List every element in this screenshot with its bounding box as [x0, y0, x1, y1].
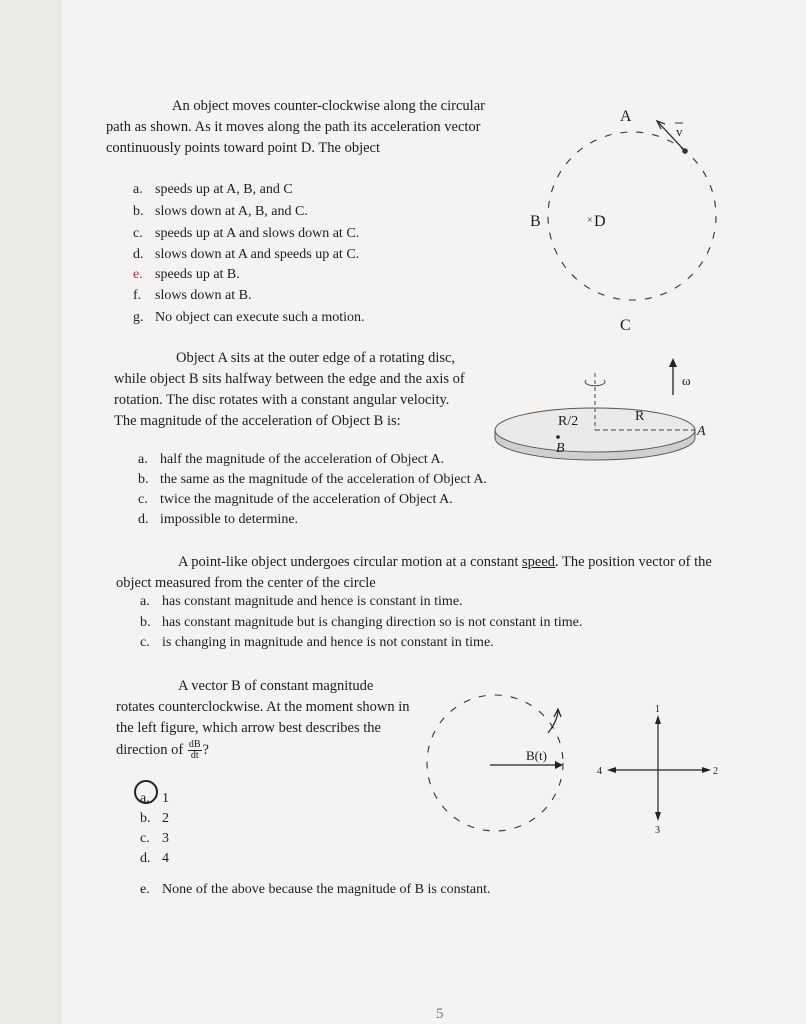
q4-stem-line-1: A vector B of constant magnitude: [178, 678, 374, 694]
q1-stem: An object moves counter-clockwise along the circular path as shown. As it moves along the path its acceleration vector continuously points toward point D. The object: [106, 98, 485, 156]
arrow-4-label: 4: [597, 766, 602, 777]
option-letter: a.: [133, 182, 143, 197]
option-text: slows down at B.: [155, 288, 252, 303]
arrow-3-label: 3: [655, 825, 660, 836]
option-letter: c.: [138, 492, 148, 507]
arrow-1-label: 1: [655, 704, 660, 715]
q2-omega-arrowhead: [669, 358, 677, 367]
option-text: speeds up at A and slows down at C.: [155, 226, 360, 241]
q4-stem-line-2: rotates counterclockwise. At the moment shown in: [116, 699, 410, 715]
q3-option-a[interactable]: [140, 592, 463, 612]
q3-option-b[interactable]: [140, 613, 582, 633]
option-text: No object can execute such a motion.: [155, 310, 365, 325]
option-letter: d.: [140, 851, 151, 866]
q1-label-c: C: [620, 317, 631, 334]
q4-option-a[interactable]: [140, 789, 169, 809]
q2-option-c[interactable]: [138, 490, 453, 510]
option-letter: f.: [133, 288, 142, 303]
q1-option-a[interactable]: [133, 180, 293, 200]
option-letter: d.: [133, 247, 144, 262]
arrow-2-label: 2: [713, 766, 718, 777]
option-text: is changing in magnitude and hence is not constant in time.: [162, 635, 494, 650]
option-letter: c.: [133, 226, 143, 241]
q4-vector-b-arrowhead: [555, 761, 563, 769]
option-letter: d.: [138, 512, 149, 527]
option-text: 4: [162, 851, 169, 866]
q4-option-c[interactable]: [140, 829, 169, 849]
q4-derivative-fraction: $\frac{dB}{dt}$: [188, 739, 201, 762]
option-letter: c.: [140, 635, 150, 650]
q2-label-b: B: [556, 441, 565, 456]
option-letter: b.: [140, 811, 151, 826]
q4-option-d[interactable]: [140, 849, 169, 869]
arrow-2-head: [702, 767, 711, 773]
q2-object-b-dot: [556, 435, 560, 439]
q3-stem-part1: A point-like object undergoes circular motion at a constant: [178, 554, 519, 570]
q1-option-d[interactable]: [133, 245, 359, 265]
q1-circle-figure: [520, 96, 730, 336]
option-text: the same as the magnitude of the acceleration of Object A.: [160, 472, 487, 487]
q4-circular-path: [427, 695, 563, 831]
q4-vector-circle-figure: [420, 685, 590, 845]
q1-option-b[interactable]: [133, 202, 308, 222]
q2-option-d[interactable]: [138, 510, 298, 530]
arrow-4-head: [607, 767, 616, 773]
option-text: has constant magnitude and hence is constant in time.: [162, 594, 463, 609]
q2-label-r: R: [635, 409, 645, 424]
q1-label-b: B: [530, 213, 541, 230]
page-number: 5: [436, 1006, 444, 1022]
arrow-3-head: [655, 812, 661, 821]
option-letter: a.: [138, 452, 148, 467]
option-text: slows down at A and speeds up at C.: [155, 247, 360, 262]
option-text: slows down at A, B, and C.: [155, 204, 308, 219]
option-letter: b.: [140, 615, 151, 630]
option-text: impossible to determine.: [160, 512, 299, 527]
q1-label-v: v: [676, 124, 683, 139]
q4-stem-line-4: direction of $\frac{dB}{dt}$ ?: [116, 739, 209, 762]
q4-direction-arrows-figure: [596, 700, 726, 840]
option-text: 2: [162, 811, 169, 826]
q4-option-b[interactable]: [140, 809, 169, 829]
option-text: half the magnitude of the acceleration of Object A.: [160, 452, 445, 467]
q4-rotation-arrow-icon: [548, 710, 558, 733]
option-letter: a.: [140, 594, 150, 609]
arrow-1-head: [655, 715, 661, 724]
q2-disc-figure: [490, 355, 720, 475]
q4-stem-line-3: the left figure, which arrow best describes the: [116, 720, 381, 736]
q3-stem-underlined: speed: [522, 554, 556, 570]
option-letter: b.: [133, 204, 144, 219]
option-text: speeds up at A, B, and C: [155, 182, 293, 197]
q4-vector-b-label: B(t): [526, 748, 547, 763]
option-text: 3: [162, 831, 169, 846]
q1-option-g[interactable]: [133, 308, 365, 328]
q2-label-r-half: R/2: [558, 414, 579, 429]
option-text: twice the magnitude of the acceleration of Object A.: [160, 492, 453, 507]
q1-option-f[interactable]: [133, 286, 251, 306]
q3-option-c[interactable]: [140, 633, 494, 653]
option-letter: g.: [133, 310, 144, 325]
q2-label-omega: ω: [682, 373, 691, 388]
q1-label-a: A: [620, 108, 632, 125]
q3-stem: [116, 552, 716, 594]
option-text: None of the above because the magnitude of B is constant.: [162, 882, 491, 897]
option-letter: b.: [138, 472, 149, 487]
option-letter: e.: [133, 267, 143, 282]
q1-option-e[interactable]: [133, 265, 240, 285]
option-text: has constant magnitude but is changing direction so is not constant in time.: [162, 615, 583, 630]
q2-stem: Object A sits at the outer edge of a rotating disc, while object B sits halfway between the edge and the axis of rotation. The disc rotates with a constant angular velocity. The magnitude of the acceleration of Object B is:: [114, 350, 465, 429]
q1-option-c[interactable]: [133, 224, 359, 244]
q1-circular-path: [548, 132, 716, 300]
option-text: speeds up at B.: [155, 267, 240, 282]
q3-stem-part2: . The position vector of the object measured from the center of the circle: [116, 554, 712, 591]
q4-option-e[interactable]: [140, 880, 491, 900]
q4-direction-text: direction of: [116, 742, 184, 758]
option-letter: a.: [140, 791, 150, 806]
q2-label-a: A: [697, 424, 706, 439]
q1-label-d: D: [594, 213, 606, 230]
option-letter: e.: [140, 882, 150, 897]
q2-option-a[interactable]: [138, 450, 444, 470]
q1-center-mark: ×: [587, 215, 593, 226]
q2-option-b[interactable]: [138, 470, 487, 490]
option-text: 1: [162, 791, 169, 806]
option-letter: c.: [140, 831, 150, 846]
